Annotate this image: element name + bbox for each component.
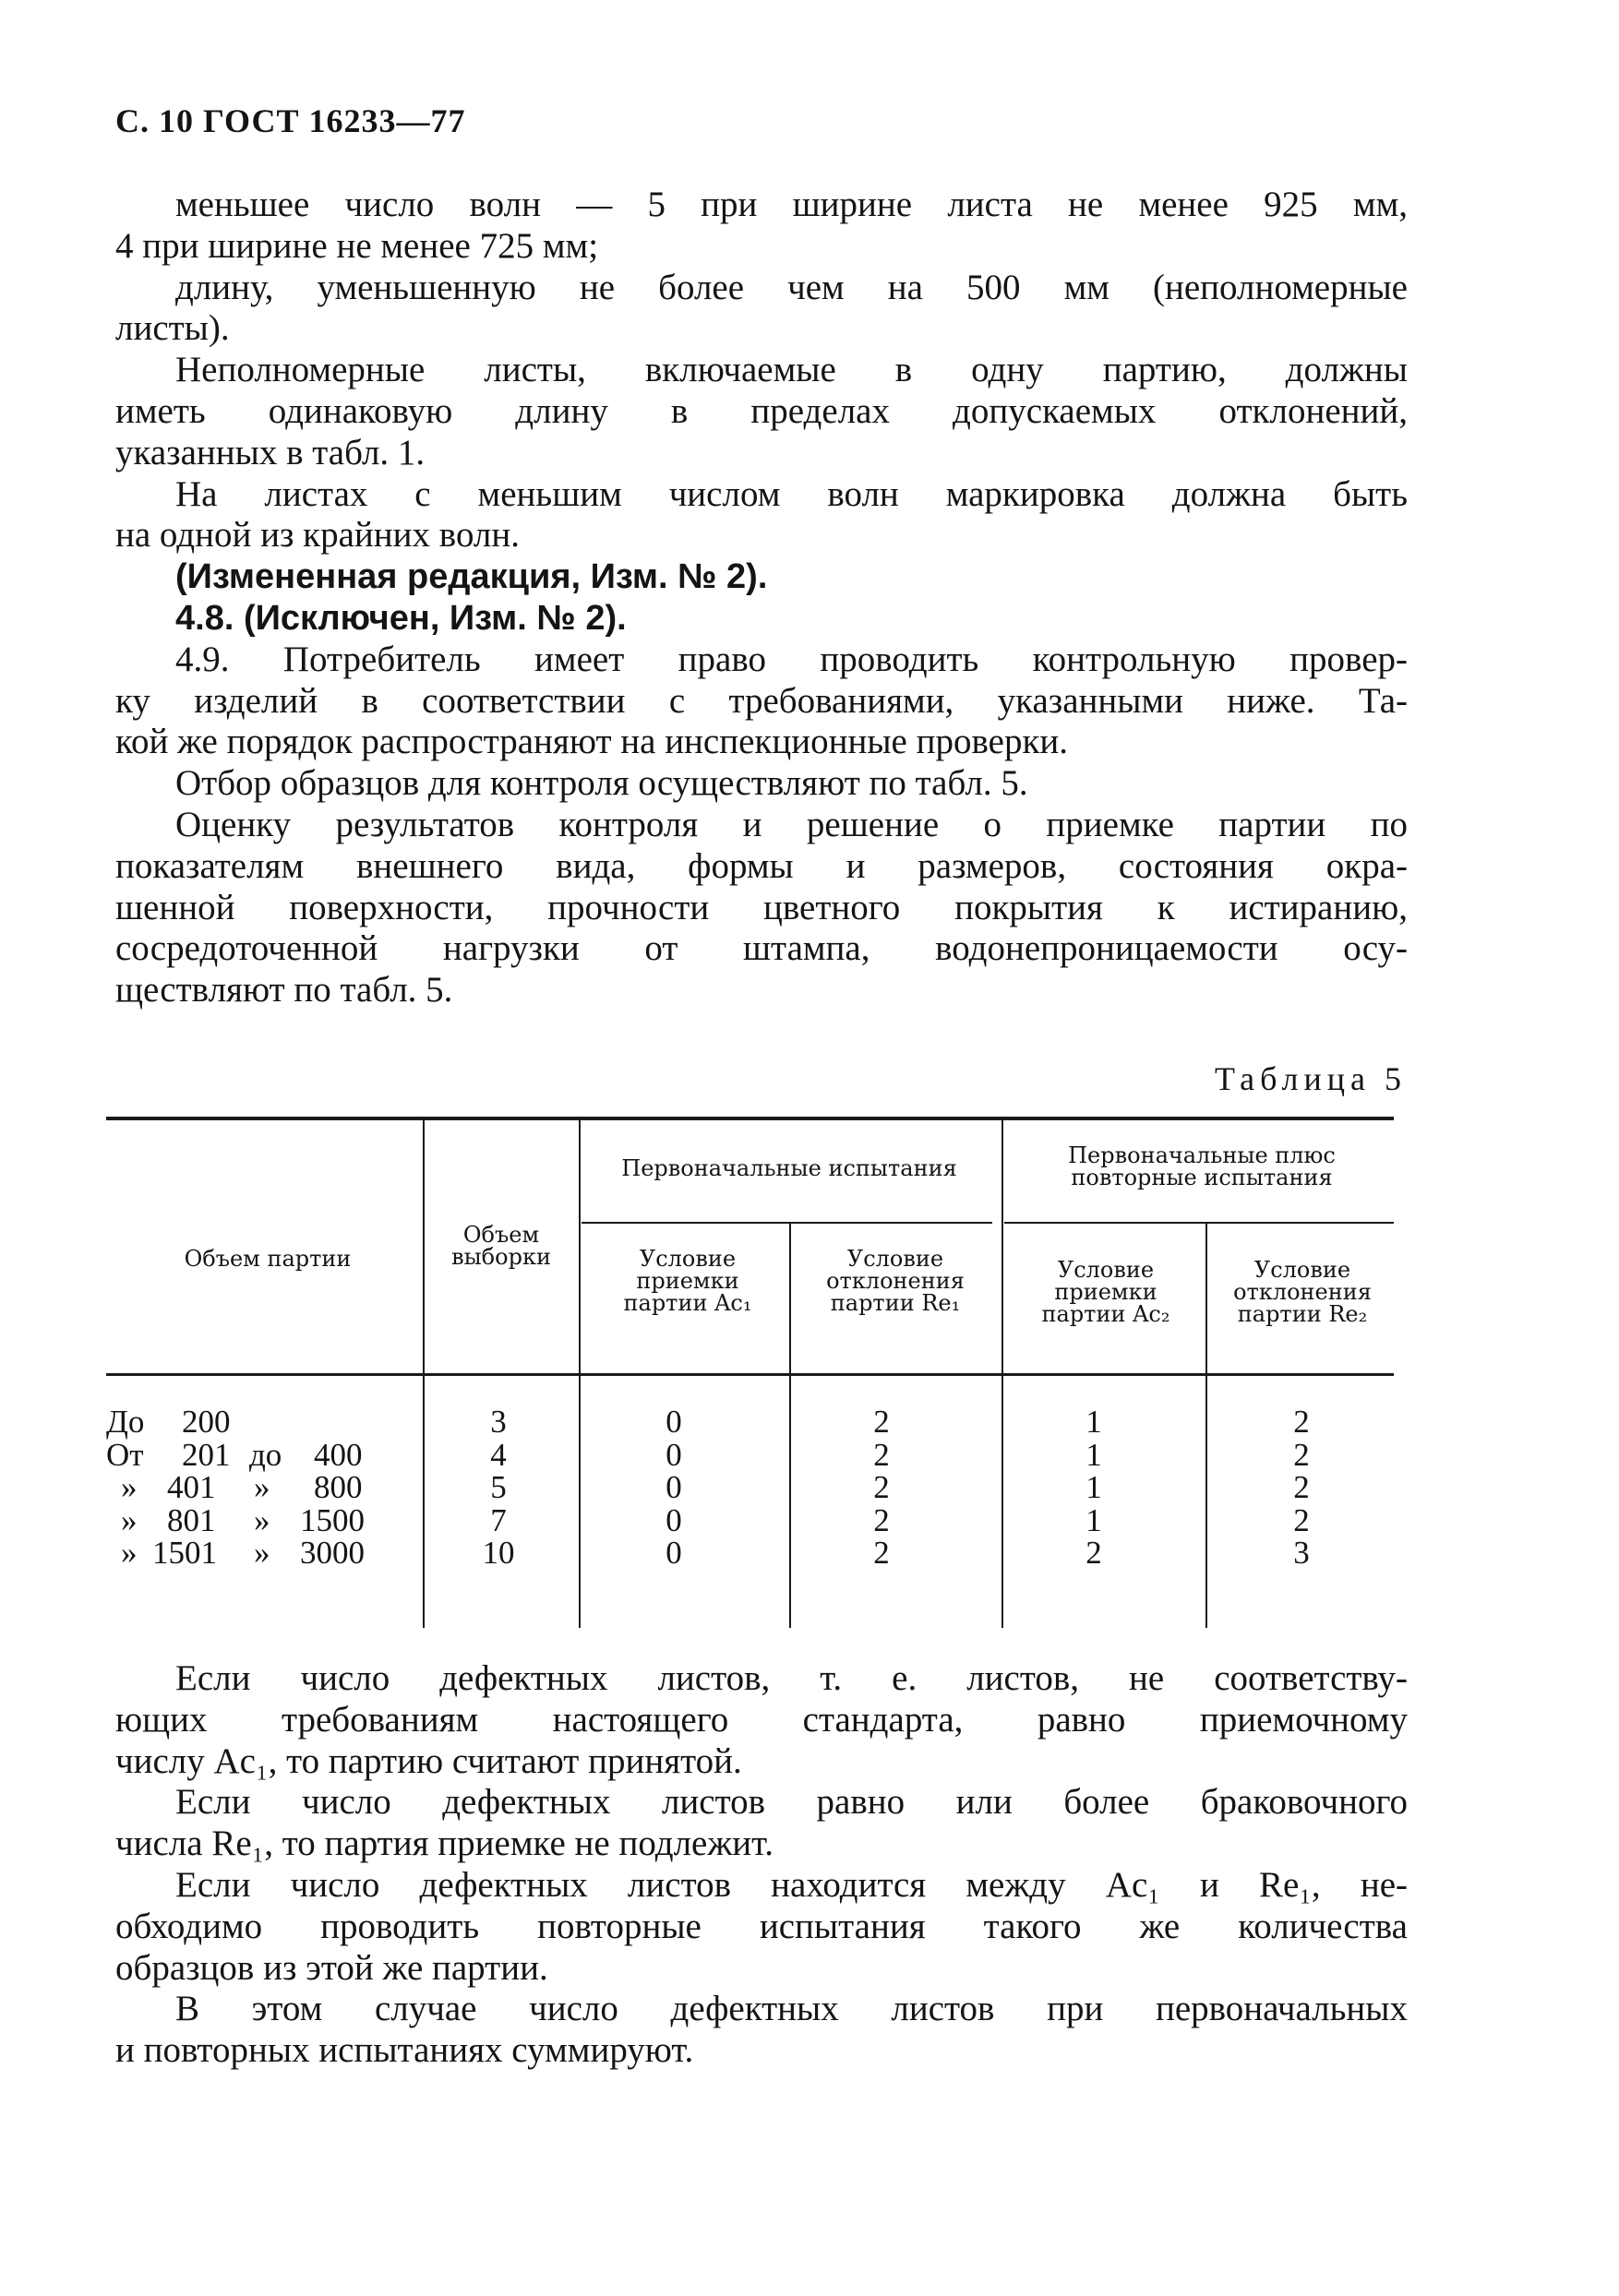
lot-to: 400	[314, 1436, 363, 1473]
ac2-cell: 1	[1085, 1404, 1102, 1440]
top-text-block	[115, 185, 1408, 1011]
paragraph-line: на одной из крайних волн.	[115, 515, 521, 556]
lot-to-word: »	[254, 1535, 270, 1571]
paragraph-line: иметь одинаковую длину в пределах допускаемых отклонений,	[115, 390, 1408, 431]
ac2-cell: 1	[1085, 1436, 1102, 1473]
re1-cell: 2	[873, 1535, 890, 1571]
paragraph-line: Отбор образцов для контроля осуществляют по табл. 5.	[175, 763, 1028, 804]
paragraph-line: и повторных испытаниях суммируют.	[115, 2030, 694, 2071]
lot-to-word: до	[249, 1436, 282, 1473]
paragraph-line: Оценку результатов контроля и решение о приемке партии по	[175, 804, 1408, 844]
lot-prefix: От	[106, 1436, 144, 1473]
paragraph-line: 4 при ширине не менее 725 мм;	[115, 225, 599, 266]
paragraph-line: шенной поверхности, прочности цветного покрытия к истиранию,	[115, 887, 1408, 927]
paragraph-line: образцов из этой же партии.	[115, 1947, 548, 1988]
paragraph-line: сосредоточенной нагрузки от штампа, водонепроницаемости осу-	[115, 928, 1408, 969]
sample-size-cell: 4	[490, 1436, 507, 1473]
paragraph-line: кой же порядок распространяют на инспекционные проверки.	[115, 722, 1069, 762]
clause-4-9: 4.9. Потребитель имеет право проводить контрольную провер-	[175, 639, 1408, 679]
sample-size-cell: 7	[490, 1501, 507, 1538]
re1-cell: 2	[873, 1404, 890, 1440]
paragraph-line: Если число дефектных листов находится между Ac₁ и Re₁, не-	[175, 1864, 1408, 1905]
re1-cell: 2	[873, 1469, 890, 1505]
re2-cell: 3	[1293, 1535, 1310, 1571]
paragraph-line: длину, уменьшенную не более чем на 500 мм (неполномерные	[175, 267, 1408, 307]
re2-cell: 2	[1293, 1469, 1310, 1505]
ac2-cell: 2	[1085, 1535, 1102, 1571]
paragraph-line: указанных в табл. 1.	[115, 432, 426, 472]
re2-cell: 2	[1293, 1501, 1310, 1538]
ac2-cell: 1	[1085, 1501, 1102, 1538]
re2-cell: 2	[1293, 1436, 1310, 1473]
column-rule	[423, 1120, 425, 1628]
lot-to-word: »	[254, 1501, 270, 1538]
lot-to-word: »	[254, 1469, 270, 1505]
paragraph-line: ку изделий в соответствии с требованиями, указанными ниже. Та-	[115, 680, 1408, 721]
paragraph-line: На листах с меньшим числом волн маркировка должна быть	[175, 473, 1408, 514]
lot-prefix: »	[121, 1501, 138, 1538]
sample-size-cell: 3	[490, 1404, 507, 1440]
header-reject-1: Условие отклонения партии Re₁	[826, 1246, 965, 1316]
sample-size-cell: 10	[482, 1535, 515, 1571]
lot-from: 1501	[152, 1535, 217, 1571]
lot-prefix: »	[121, 1469, 138, 1505]
column-rule	[579, 1120, 581, 1628]
paragraph-line: Неполномерные листы, включаемые в одну партию, должны	[175, 350, 1408, 390]
paragraph-line: листы).	[115, 308, 230, 349]
column-rule	[789, 1224, 791, 1628]
table-caption: Таблица 5	[1215, 1060, 1407, 1097]
header-lot-size: Объем партии	[184, 1246, 352, 1272]
amendment-note: (Измененная редакция, Изм. № 2).	[175, 557, 768, 597]
lot-from: 201	[182, 1436, 231, 1473]
ac1-cell: 0	[666, 1501, 682, 1538]
bottom-text-block	[115, 1658, 1408, 2072]
paragraph-line: обходимо проводить повторные испытания такого же количества	[115, 1906, 1408, 1946]
re1-cell: 2	[873, 1436, 890, 1473]
header-sample-size: Объем выборки	[451, 1222, 551, 1270]
paragraph-line: числу Ac₁, то партию считают принятой.	[115, 1740, 742, 1781]
header-initial-plus-repeat: Первоначальные плюс повторные испытания	[1068, 1142, 1336, 1190]
clause-4-8: 4.8. (Исключен, Изм. № 2).	[175, 598, 627, 638]
re1-cell: 2	[873, 1501, 890, 1538]
paragraph-line: ществляют по табл. 5.	[115, 970, 453, 1010]
lot-from: 200	[182, 1404, 231, 1440]
paragraph-line: меньшее число волн — 5 при ширине листа не менее 925 мм,	[175, 185, 1408, 224]
paragraph-line: Если число дефектных листов, т. е. листов, не соответству-	[175, 1658, 1408, 1698]
paragraph-line: ющих требованиям настоящего стандарта, равно приемочному	[115, 1699, 1408, 1740]
ac2-cell: 1	[1085, 1469, 1102, 1505]
column-rule	[1205, 1224, 1207, 1628]
ac1-cell: 0	[666, 1436, 682, 1473]
ac1-cell: 0	[666, 1469, 682, 1505]
column-rule	[1001, 1120, 1003, 1628]
paragraph-line: числа Re₁, то партия приемке не подлежит.	[115, 1824, 774, 1864]
re2-cell: 2	[1293, 1404, 1310, 1440]
ac1-cell: 0	[666, 1404, 682, 1440]
lot-to: 3000	[300, 1535, 365, 1571]
lot-prefix: »	[121, 1535, 138, 1571]
lot-to: 800	[314, 1469, 363, 1505]
lot-from: 401	[167, 1469, 216, 1505]
paragraph-line: Если число дефектных листов равно или более браковочного	[175, 1782, 1408, 1823]
header-bottom-rule	[106, 1373, 1394, 1376]
header-initial-tests: Первоначальные испытания	[621, 1155, 957, 1181]
header-sub-rule	[1004, 1222, 1394, 1224]
paragraph-line: показателям внешнего вида, формы и размеров, состояния окра-	[115, 845, 1408, 886]
header-accept-2: Условие приемки партии Ac₂	[1041, 1257, 1170, 1327]
running-head: С. 10 ГОСТ 16233—77	[115, 102, 466, 139]
lot-prefix: До	[106, 1404, 145, 1440]
lot-to: 1500	[300, 1501, 365, 1538]
header-accept-1: Условие приемки партии Ac₁	[623, 1246, 752, 1316]
sample-size-cell: 5	[490, 1469, 507, 1505]
paragraph-line: В этом случае число дефектных листов при первоначальных	[175, 1989, 1408, 2029]
table-top-rule	[106, 1117, 1394, 1120]
ac1-cell: 0	[666, 1535, 682, 1571]
lot-from: 801	[167, 1501, 216, 1538]
header-reject-2: Условие отклонения партии Re₂	[1233, 1257, 1372, 1327]
header-sub-rule	[582, 1222, 992, 1224]
